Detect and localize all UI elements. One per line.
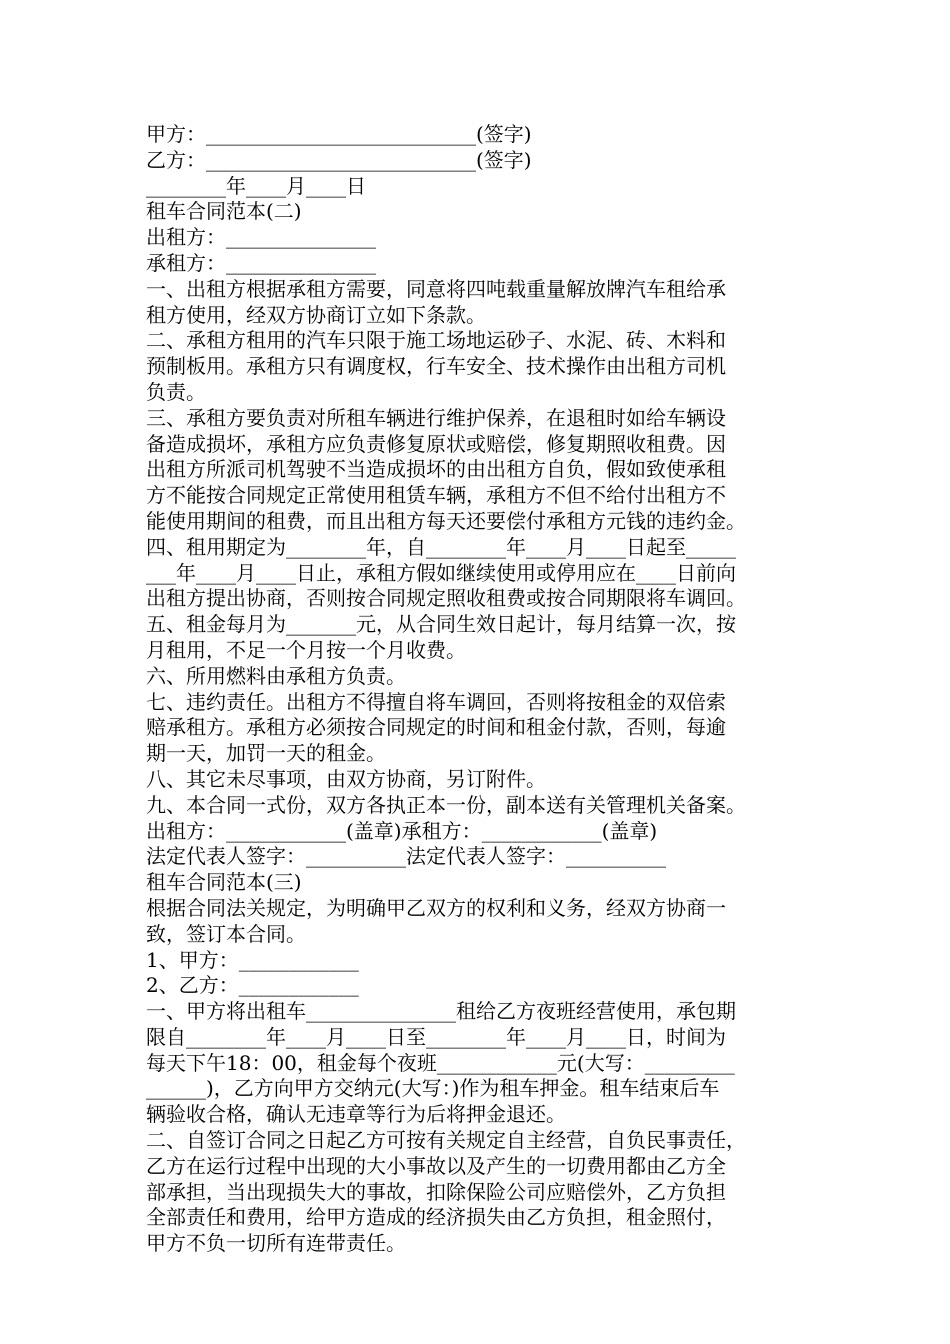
text-line: 部承担，当出现损失大的事故，扣除保险公司应赔偿外，乙方负担 bbox=[146, 1179, 726, 1204]
text-line: 四、租用期定为________年，自________年____月____日起至_____ bbox=[146, 534, 736, 559]
text-line: 出租方提出协商，否则按合同规定照收租费或按合同期限将车调回。 bbox=[146, 586, 746, 611]
contract-document bbox=[146, 122, 810, 1257]
text-line: 二、承租方租用的汽车只限于施工场地运砂子、水泥、砖、木料和 bbox=[146, 328, 726, 353]
text-line: ______)，乙方向甲方交纳元(大写：)作为租车押金。租车结束后车 bbox=[146, 1076, 720, 1101]
text-line: 预制板用。承租方只有调度权，行车安全、技术操作由出租方司机 bbox=[146, 354, 726, 379]
text-line: 二、自签订合同之日起乙方可按有关规定自主经营，自负民事责任， bbox=[146, 1128, 746, 1153]
text-line: 期一天，加罚一天的租金。 bbox=[146, 741, 386, 766]
text-line: 方不能按合同规定正常使用租赁车辆，承租方不但不给付出租方不 bbox=[146, 483, 726, 508]
text-line: 一、甲方将出租车_______________租给乙方夜班经营使用，承包期 bbox=[146, 999, 736, 1024]
text-line: 三、承租方要负责对所租车辆进行维护保养，在退租时如给车辆设 bbox=[146, 405, 726, 430]
text-line: 每天下午18：00，租金每个夜班____________元(大写：_________ bbox=[146, 1050, 735, 1075]
text-line: 2、乙方：____________ bbox=[146, 973, 359, 998]
text-line: 法定代表人签字：__________法定代表人签字：__________ bbox=[146, 844, 666, 869]
text-line: ________年____月____日 bbox=[146, 173, 366, 198]
section-title: 租车合同范本(二) bbox=[146, 199, 302, 224]
text-line: 承租方：_______________ bbox=[146, 250, 376, 275]
text-line: 七、违约责任。出租方不得擅自将车调回，否则将按租金的双倍索 bbox=[146, 689, 726, 714]
text-line: 租方使用，经双方协商订立如下条款。 bbox=[146, 302, 486, 327]
text-line: 乙方：___________________________(签字) bbox=[146, 147, 532, 172]
text-line: 甲方不负一切所有连带责任。 bbox=[146, 1231, 406, 1256]
text-line: 负责。 bbox=[146, 379, 206, 404]
text-line: 赔承租方。承租方必须按合同规定的时间和租金付款，否则，每逾 bbox=[146, 715, 726, 740]
text-line: 出租方：____________(盖章)承租方：____________(盖章) bbox=[146, 818, 658, 843]
text-line: 全部责任和费用，给甲方造成的经济损失由乙方负担，租金照付， bbox=[146, 1205, 726, 1230]
text-line: 致，签订本合同。 bbox=[146, 921, 306, 946]
text-line: 能使用期间的租费，而且出租方每天还要偿付承租方元钱的违约金。 bbox=[146, 508, 746, 533]
text-line: 甲方：___________________________(签字) bbox=[146, 122, 532, 146]
text-line: 月租用，不足一个月按一个月收费。 bbox=[146, 637, 466, 662]
text-line: 出租方：_______________ bbox=[146, 225, 376, 250]
text-line: 备造成损坏，承租方应负责修复原状或赔偿，修复期照收租费。因 bbox=[146, 431, 726, 456]
text-line: 辆验收合格，确认无违章等行为后将押金退还。 bbox=[146, 1102, 566, 1127]
text-line: 六、所用燃料由承租方负责。 bbox=[146, 663, 406, 688]
text-line: 1、甲方：____________ bbox=[146, 947, 359, 972]
text-line: ___年____月____日止，承租方假如继续使用或停用应在____日前向 bbox=[146, 560, 736, 585]
text-line: 五、租金每月为_______元，从合同生效日起计，每月结算一次，按 bbox=[146, 612, 736, 637]
text-line: 根据合同法关规定，为明确甲乙双方的权利和义务，经双方协商一 bbox=[146, 895, 726, 920]
text-line: 九、本合同一式份，双方各执正本一份，副本送有关管理机关备案。 bbox=[146, 792, 746, 817]
text-line: 乙方在运行过程中出现的大小事故以及产生的一切费用都由乙方全 bbox=[146, 1153, 726, 1178]
text-line: 八、其它未尽事项，由双方协商，另订附件。 bbox=[146, 766, 546, 791]
section-title: 租车合同范本(三) bbox=[146, 870, 302, 895]
text-line: 限自________年____月____日至________年____月____日，时间为 bbox=[146, 1024, 726, 1049]
text-line: 一、出租方根据承租方需要，同意将四吨载重量解放牌汽车租给承 bbox=[146, 276, 726, 301]
text-line: 出租方所派司机驾驶不当造成损坏的由出租方自负，假如致使承租 bbox=[146, 457, 726, 482]
